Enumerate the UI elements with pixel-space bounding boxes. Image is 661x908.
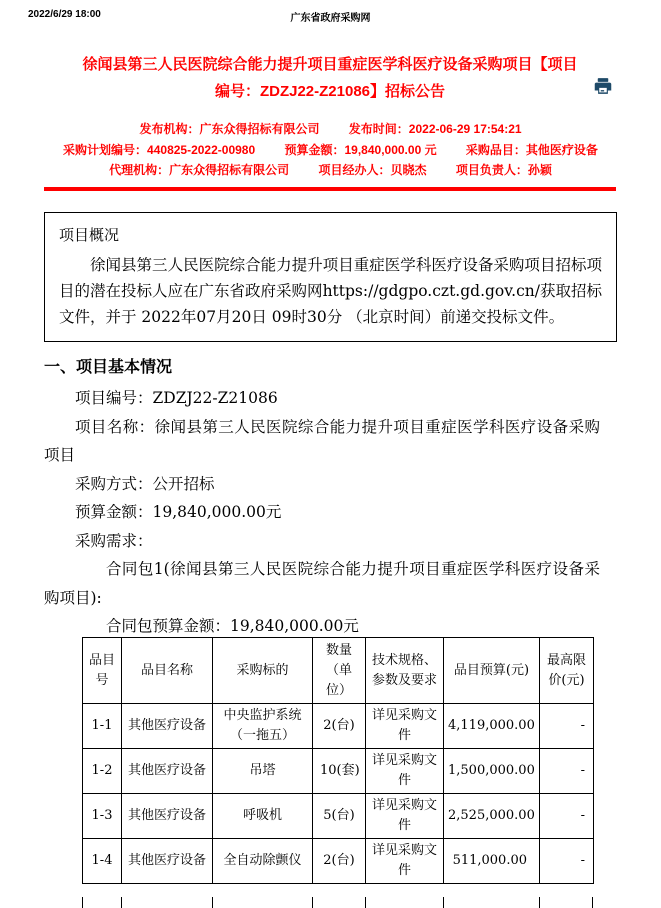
cell-target: 全自动除颤仪 xyxy=(213,839,313,884)
cell-item-name: 其他医疗设备 xyxy=(122,749,213,794)
header-quantity-unit: 数量（单位） xyxy=(313,638,366,704)
field-project-name: 项目名称：徐闻县第三人民医院综合能力提升项目重症医学科医疗设备采购项目 xyxy=(44,417,600,464)
meta-agency: 代理机构：广东众得招标有限公司 xyxy=(109,163,290,177)
field-project-number: 项目编号：ZDZJ22-Z21086 xyxy=(75,389,278,407)
meta-category: 采购品目：其他医疗设备 xyxy=(465,142,598,157)
print-header-datetime: 2022/6/29 18:00 xyxy=(28,9,101,20)
cell-target: 呼吸机 xyxy=(213,794,313,839)
cell-quantity: 2(台) xyxy=(313,839,366,884)
cell-quantity: 10(套) xyxy=(313,749,366,794)
cell-budget: 511,000.00 xyxy=(444,839,540,884)
cell-max-price: - xyxy=(540,704,594,749)
field-contract-package-budget: 合同包预算金额：19,840,000.00元 xyxy=(106,617,359,635)
meta-budget: 预算金额：19,840,000.00 元 xyxy=(284,142,437,157)
header-max-price: 最高限价(元) xyxy=(540,638,594,704)
meta-line xyxy=(0,119,661,140)
header-item-budget: 品目预算(元) xyxy=(444,638,540,704)
announcement-meta xyxy=(0,119,661,181)
cell-budget: 2,525,000.00 xyxy=(444,794,540,839)
cell-specs: 详见采购文件 xyxy=(366,794,444,839)
cell-specs: 详见采购文件 xyxy=(366,704,444,749)
cell-specs: 详见采购文件 xyxy=(366,839,444,884)
header-item-no: 品目号 xyxy=(83,638,122,704)
table-row xyxy=(83,839,594,884)
cell-max-price: - xyxy=(540,839,594,884)
print-header-site-name: 广东省政府采购网 xyxy=(290,13,371,24)
items-table xyxy=(82,637,594,884)
header-tech-specs: 技术规格、参数及要求 xyxy=(366,638,444,704)
field-contract-package: 合同包1(徐闻县第三人民医院综合能力提升项目重症医学科医疗设备采购项目): xyxy=(44,560,600,607)
printer-icon[interactable] xyxy=(594,77,612,95)
cell-max-price: - xyxy=(540,749,594,794)
overview-body: 徐闻县第三人民医院综合能力提升项目重症医学科医疗设备采购项目招标项目的潜在投标人应在广东省政府采购网https://gdgpo.czt.gd.gov.cn/获取招标文件，并于 2022年07月20日 09时30分 （北京时间）前递交投标文件。 xyxy=(59,256,602,326)
cell-budget: 1,500,000.00 xyxy=(444,749,540,794)
page-title: 徐闻县第三人民医院综合能力提升项目重症医学科医疗设备采购项目【项目编号：ZDZJ22-Z21086】招标公告 xyxy=(82,56,578,100)
cell-item-no: 1-1 xyxy=(83,704,122,749)
field-budget-amount: 预算金额：19,840,000.00元 xyxy=(75,503,282,521)
meta-line xyxy=(0,140,661,161)
cell-item-no: 1-4 xyxy=(83,839,122,884)
meta-line xyxy=(0,160,661,181)
red-divider xyxy=(44,187,616,191)
field-procurement-demand: 采购需求： xyxy=(75,531,153,550)
table-row xyxy=(83,749,594,794)
cell-item-no: 1-2 xyxy=(83,749,122,794)
meta-handler: 项目经办人：贝晓杰 xyxy=(318,163,427,177)
basic-info-fields xyxy=(44,384,600,641)
project-overview-box xyxy=(44,212,617,342)
cell-budget: 4,119,000.00 xyxy=(444,704,540,749)
meta-lead: 项目负责人：孙颖 xyxy=(455,163,552,177)
header-procurement-target: 采购标的 xyxy=(213,638,313,704)
overview-heading: 项目概况 xyxy=(59,226,120,244)
cell-max-price: - xyxy=(540,794,594,839)
cell-item-no: 1-3 xyxy=(83,794,122,839)
print-header xyxy=(0,9,661,23)
meta-plan-number: 采购计划编号：440825-2022-00980 xyxy=(63,142,256,157)
meta-publish-time: 发布时间：2022-06-29 17:54:21 xyxy=(348,122,522,136)
table-next-row-fragment xyxy=(82,897,593,908)
header-item-name: 品目名称 xyxy=(122,638,213,704)
cell-quantity: 2(台) xyxy=(313,704,366,749)
cell-specs: 详见采购文件 xyxy=(366,749,444,794)
table-row xyxy=(83,794,594,839)
table-row xyxy=(83,704,594,749)
cell-item-name: 其他医疗设备 xyxy=(122,704,213,749)
field-procurement-method: 采购方式：公开招标 xyxy=(75,474,215,493)
section-basic-info-heading: 一、项目基本情况 xyxy=(44,357,173,376)
cell-item-name: 其他医疗设备 xyxy=(122,794,213,839)
cell-item-name: 其他医疗设备 xyxy=(122,839,213,884)
cell-target: 吊塔 xyxy=(213,749,313,794)
cell-target: 中央监护系统（一拖五） xyxy=(213,704,313,749)
meta-publisher: 发布机构：广东众得招标有限公司 xyxy=(139,122,320,136)
cell-quantity: 5(台) xyxy=(313,794,366,839)
table-header-row xyxy=(83,638,594,704)
